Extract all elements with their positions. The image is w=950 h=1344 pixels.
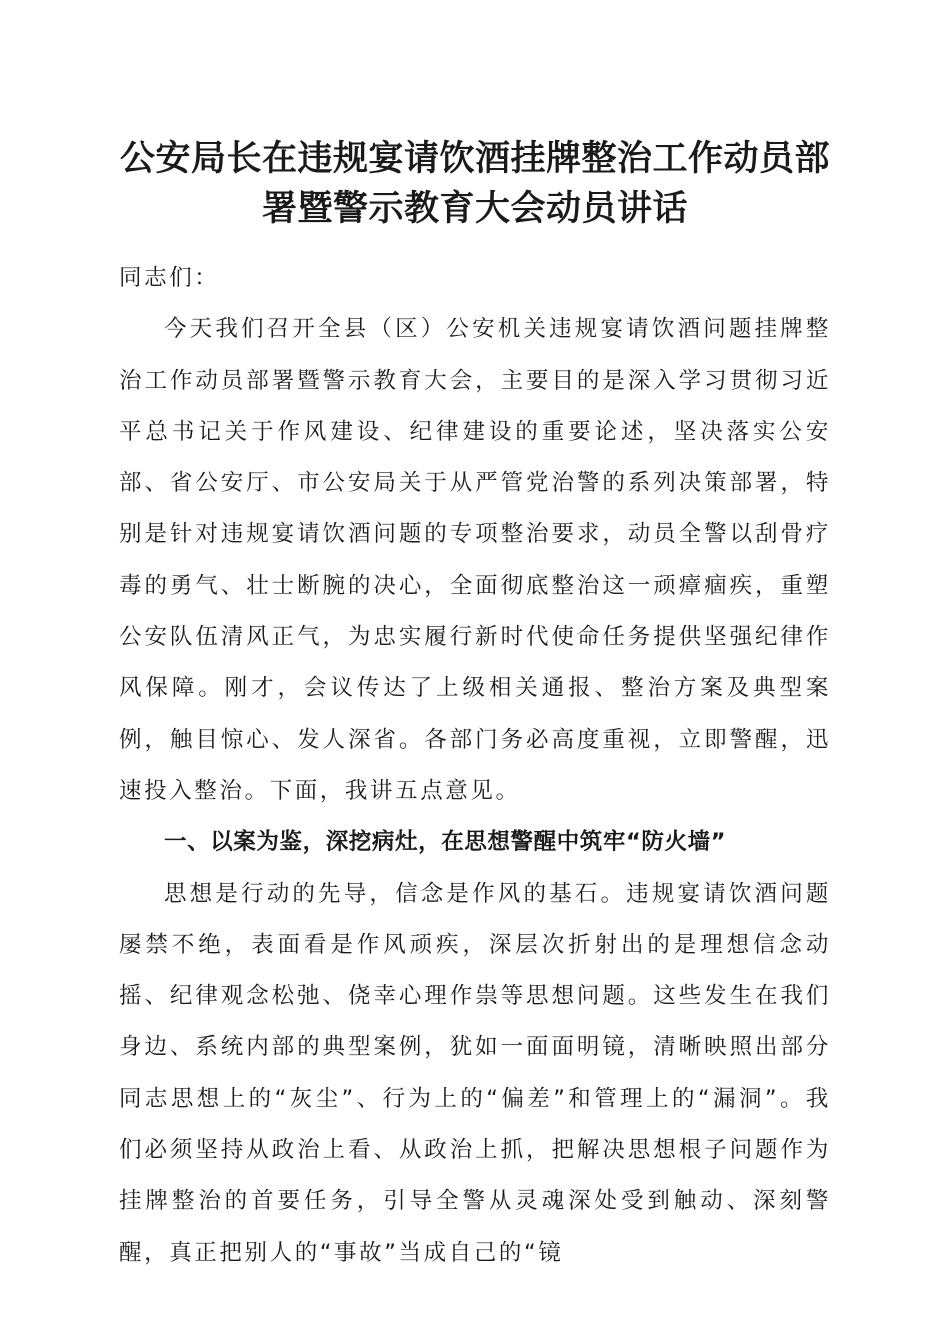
paragraph-section-1: 思想是行动的先导，信念是作风的基石。违规宴请饮酒问题屡禁不绝，表面看是作风顽疾，深层次折射出的是理想信念动摇、纪律观念松弛、侥幸心理作祟等思想问题。这些发生在我们身边、系统内部的典型案例，犹如一面面明镜，清晰映照出部分同志思想上的“灰尘”、行为上的“偏差”和管理上的“漏洞”。我们必须坚持从政治上看、从政治上抓，把解决思想根子问题作为挂牌整治的首要任务，引导全警从灵魂深处受到触动、深刻警醒，真正把别人的“事故”当成自己的“镜 — [119, 880, 831, 1266]
salutation: 同志们： — [119, 265, 220, 291]
title-line-1: 公安局长在违规宴请饮酒挂牌整治工作动员部 — [119, 138, 830, 179]
section-heading-1: 一、以案为鉴，深挖病灶，在思想警醒中筑牢“防火墙” — [164, 829, 727, 856]
paragraph-intro: 今天我们召开全县（区）公安机关违规宴请饮酒问题挂牌整治工作动员部署暨警示教育大会，主要目的是深入学习贯彻习近平总书记关于作风建设、纪律建设的重要论述，坚决落实公安部、省公安厅、市公安局关于从严管党治警的系列决策部署，特别是针对违规宴请饮酒问题的专项整治要求，动员全警以刮骨疗毒的勇气、壮士断腕的决心，全面彻底整治这一顽瘴痼疾，重塑公安队伍清风正气，为忠实履行新时代使命任务提供坚强纪律作风保障。刚才，会议传达了上级相关通报、整治方案及典型案例，触目惊心、发人深省。各部门务必高度重视，立即警醒，迅速投入整治。下面，我讲五点意见。 — [119, 316, 831, 804]
document-body — [119, 253, 831, 1279]
document-title — [90, 134, 860, 234]
title-line-2: 署暨警示教育大会动员讲话 — [261, 188, 688, 229]
